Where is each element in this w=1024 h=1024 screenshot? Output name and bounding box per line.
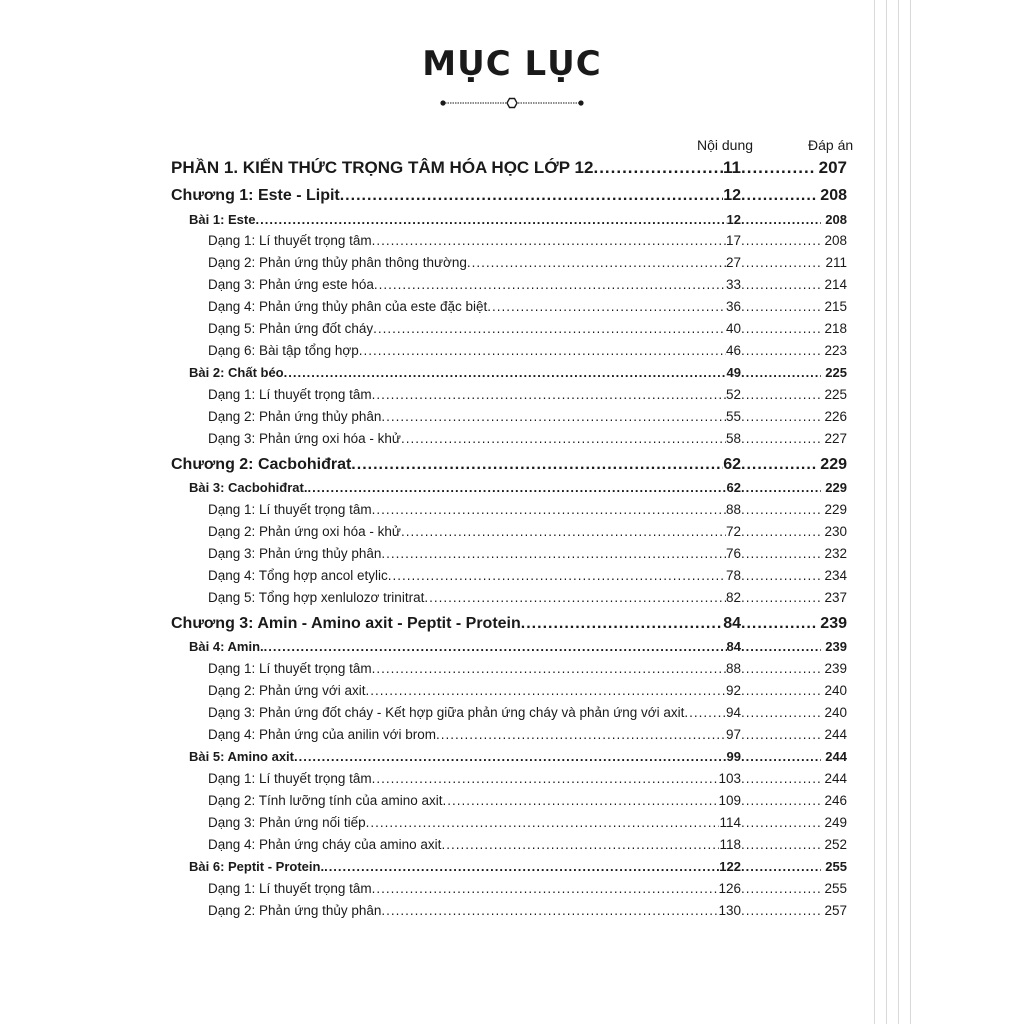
dot-leader: [467, 255, 726, 270]
content-page-number: 88: [725, 502, 741, 517]
toc-type-row: [208, 815, 847, 830]
toc-entry-label: Dạng 3: Phản ứng nối tiếp: [208, 815, 366, 830]
dot-leader: [424, 590, 726, 605]
toc-type-row: [208, 683, 847, 698]
toc-entry-label: Dạng 2: Phản ứng thủy phân: [208, 903, 382, 918]
dot-leader: [372, 233, 726, 248]
content-page-number: 126: [718, 881, 741, 896]
dot-leader: [741, 793, 821, 808]
toc-entry-label: Bài 3: Cacbohiđrat.: [189, 480, 308, 495]
toc-lesson-row: [189, 859, 847, 874]
dot-leader: [741, 590, 821, 605]
toc-type-row: [208, 568, 847, 583]
toc-type-row: [208, 837, 847, 852]
dot-leader: [401, 524, 726, 539]
toc-type-row: [208, 255, 847, 270]
page-title: MỤC LỤC: [422, 44, 602, 84]
answer-page-number: 207: [818, 158, 847, 177]
answer-page-number: 208: [825, 212, 847, 227]
toc-entry-label: Dạng 1: Lí thuyết trọng tâm: [208, 881, 372, 896]
content-page-number: 46: [725, 343, 741, 358]
answer-page-number: 239: [820, 615, 847, 632]
toc-lesson-row: [189, 639, 847, 654]
content-page-number: 92: [725, 683, 741, 698]
toc-lesson-row: [189, 480, 847, 495]
dot-leader: [741, 233, 821, 248]
dot-leader: [324, 859, 719, 874]
dot-leader: [741, 903, 821, 918]
dot-leader: [366, 815, 720, 830]
content-page-number: 72: [725, 524, 741, 539]
dot-leader: [741, 859, 821, 874]
column-header-answer: Đáp án: [808, 137, 854, 153]
toc-type-row: [208, 233, 847, 248]
dot-leader: [741, 837, 821, 852]
answer-page-number: 255: [824, 881, 847, 896]
toc-entry-label: Dạng 4: Phản ứng thủy phân của este đặc biệt: [208, 299, 488, 314]
dot-leader: [741, 158, 815, 178]
toc-entry-label: Dạng 6: Bài tập tổng hợp: [208, 343, 359, 358]
dot-leader: [487, 299, 726, 314]
toc-entry-label: Chương 1: Este - Lipit: [171, 187, 340, 204]
toc-type-row: [208, 771, 847, 786]
toc-lesson-row: [189, 365, 847, 380]
toc-type-row: [208, 727, 847, 742]
toc-entry-label: Bài 5: Amino axit: [189, 749, 294, 764]
answer-page-number: 229: [824, 502, 847, 517]
toc-entry-label: Dạng 2: Phản ứng với axit: [208, 683, 366, 698]
dot-leader: [741, 683, 821, 698]
dot-leader: [741, 255, 821, 270]
toc-chapter-row: [171, 615, 847, 633]
content-page-number: 17: [725, 233, 741, 248]
toc-entry-label: Bài 1: Este: [189, 212, 256, 227]
toc-entry-label: Bài 2: Chất béo: [189, 365, 284, 380]
toc-entry-label: Dạng 4: Phản ứng của anilin với brom: [208, 727, 437, 742]
dot-leader: [381, 546, 726, 561]
answer-page-number: 225: [824, 387, 847, 402]
toc-entry-label: Dạng 3: Phản ứng thủy phân: [208, 546, 382, 561]
content-page-number: 84: [723, 615, 741, 632]
dot-leader: [381, 409, 726, 424]
dot-leader: [372, 387, 726, 402]
toc-entry-label: Dạng 3: Phản ứng đốt cháy - Kết hợp giữa phản ứng cháy và phản ứng với axit: [208, 705, 685, 720]
dot-leader: [264, 639, 727, 654]
toc-entry-label: Dạng 1: Lí thuyết trọng tâm: [208, 661, 372, 676]
toc-type-row: [208, 881, 847, 896]
answer-page-number: 225: [825, 365, 847, 380]
dot-leader: [741, 661, 821, 676]
dot-leader: [741, 615, 817, 633]
toc-entry-label: PHẦN 1. KIẾN THỨC TRỌNG TÂM HÓA HỌC LỚP 12: [171, 158, 594, 177]
dot-leader: [372, 771, 719, 786]
toc-type-row: [208, 524, 847, 539]
toc-type-row: [208, 546, 847, 561]
answer-page-number: 244: [824, 771, 847, 786]
dot-leader: [365, 683, 725, 698]
content-page-number: 84: [726, 639, 741, 654]
dot-leader: [741, 343, 821, 358]
dot-leader: [741, 365, 821, 380]
dot-leader: [741, 524, 821, 539]
toc-entry-label: Bài 6: Peptit - Protein.: [189, 859, 325, 874]
content-page-number: 27: [725, 255, 741, 270]
dot-leader: [436, 727, 726, 742]
content-page-number: 76: [725, 546, 741, 561]
answer-page-number: 257: [824, 903, 847, 918]
dot-leader: [741, 321, 821, 336]
toc-entry-label: Dạng 5: Phản ứng đốt cháy: [208, 321, 374, 336]
dot-leader: [372, 502, 726, 517]
answer-page-number: 218: [824, 321, 847, 336]
dot-leader: [741, 771, 821, 786]
toc-chapter-row: [171, 187, 847, 205]
toc-entry-label: Dạng 2: Phản ứng oxi hóa - khử: [208, 524, 401, 539]
title-divider-ornament: [440, 96, 584, 110]
toc-entry-label: Dạng 1: Lí thuyết trọng tâm: [208, 502, 372, 517]
answer-page-number: 223: [824, 343, 847, 358]
toc-entry-label: Chương 3: Amin - Amino axit - Peptit - Protein: [171, 615, 521, 632]
answer-page-number: 240: [824, 683, 847, 698]
toc-type-row: [208, 903, 847, 918]
dot-leader: [441, 837, 719, 852]
answer-page-number: 249: [824, 815, 847, 830]
dot-leader: [351, 456, 723, 474]
dot-leader: [741, 815, 821, 830]
content-page-number: 118: [719, 837, 741, 852]
column-header-content: Nội dung: [697, 137, 754, 153]
content-page-number: 33: [725, 277, 741, 292]
answer-page-number: 246: [824, 793, 847, 808]
answer-page-number: 229: [825, 480, 847, 495]
dot-leader: [741, 456, 817, 474]
answer-page-number: 237: [824, 590, 847, 605]
content-page-number: 130: [718, 903, 741, 918]
toc-type-row: [208, 590, 847, 605]
toc-type-row: [208, 387, 847, 402]
answer-page-number: 208: [820, 187, 847, 204]
answer-page-number: 215: [824, 299, 847, 314]
dot-leader: [374, 277, 726, 292]
answer-page-number: 234: [824, 568, 847, 583]
toc-entry-label: Dạng 2: Phản ứng thủy phân thông thường: [208, 255, 467, 270]
dot-leader: [741, 639, 821, 654]
dot-leader: [294, 749, 727, 764]
toc-entry-label: Dạng 3: Phản ứng oxi hóa - khử: [208, 431, 401, 446]
content-page-number: 122: [719, 859, 741, 874]
dot-leader: [255, 212, 726, 227]
toc-type-row: [208, 705, 847, 720]
dot-leader: [443, 793, 719, 808]
content-page-number: 49: [726, 365, 741, 380]
toc-type-row: [208, 343, 847, 358]
toc-type-row: [208, 277, 847, 292]
toc-chapter-row: [171, 456, 847, 474]
toc-entry-label: Dạng 1: Lí thuyết trọng tâm: [208, 233, 372, 248]
toc-type-row: [208, 502, 847, 517]
content-page-number: 109: [718, 793, 741, 808]
answer-page-number: 244: [825, 749, 847, 764]
answer-page-number: 232: [824, 546, 847, 561]
content-page-number: 52: [725, 387, 741, 402]
dot-leader: [741, 705, 821, 720]
content-page-number: 55: [725, 409, 741, 424]
answer-page-number: 240: [824, 705, 847, 720]
dot-leader: [741, 409, 821, 424]
answer-page-number: 239: [824, 661, 847, 676]
answer-page-number: 227: [824, 431, 847, 446]
content-page-number: 62: [723, 456, 741, 473]
answer-page-number: 211: [825, 255, 847, 270]
toc-type-row: [208, 793, 847, 808]
answer-page-number: 252: [824, 837, 847, 852]
toc-type-row: [208, 661, 847, 676]
dot-leader: [593, 158, 723, 178]
toc-entry-label: Bài 4: Amin.: [189, 639, 264, 654]
dot-leader: [373, 321, 726, 336]
toc-part-row: [171, 158, 847, 178]
dot-leader: [684, 705, 726, 720]
content-page-number: 82: [725, 590, 741, 605]
toc-entry-label: Dạng 2: Tính lưỡng tính của amino axit: [208, 793, 443, 808]
dot-leader: [372, 881, 719, 896]
dot-leader: [284, 365, 727, 380]
toc-entry-label: Dạng 4: Tổng hợp ancol etylic: [208, 568, 388, 583]
dot-leader: [741, 568, 821, 583]
toc-entry-label: Dạng 5: Tổng hợp xenlulozơ trinitrat: [208, 590, 425, 605]
toc-lesson-row: [189, 212, 847, 227]
dot-leader: [741, 749, 821, 764]
content-page-number: 36: [725, 299, 741, 314]
dot-leader: [372, 661, 726, 676]
content-page-number: 62: [726, 480, 741, 495]
answer-page-number: 229: [820, 456, 847, 473]
dot-leader: [741, 502, 821, 517]
dot-leader: [359, 343, 726, 358]
content-page-number: 40: [725, 321, 741, 336]
page-edge-lines: [864, 0, 1024, 1024]
content-page-number: 11: [723, 158, 741, 177]
toc-entry-label: Dạng 1: Lí thuyết trọng tâm: [208, 771, 372, 786]
toc-type-row: [208, 299, 847, 314]
answer-page-number: 208: [824, 233, 847, 248]
dot-leader: [741, 299, 821, 314]
answer-page-number: 214: [824, 277, 847, 292]
dot-leader: [521, 615, 723, 633]
answer-page-number: 239: [825, 639, 847, 654]
toc-lesson-row: [189, 749, 847, 764]
content-page-number: 103: [718, 771, 741, 786]
answer-page-number: 255: [825, 859, 847, 874]
content-page-number: 58: [725, 431, 741, 446]
toc-entry-label: Dạng 3: Phản ứng este hóa: [208, 277, 374, 292]
content-page-number: 97: [725, 727, 741, 742]
toc-entry-label: Dạng 4: Phản ứng cháy của amino axit: [208, 837, 442, 852]
toc-entry-label: Chương 2: Cacbohiđrat: [171, 456, 352, 473]
content-page-number: 78: [725, 568, 741, 583]
dot-leader: [741, 212, 821, 227]
content-page-number: 114: [719, 815, 741, 830]
content-page-number: 12: [726, 212, 741, 227]
toc-entry-label: Dạng 1: Lí thuyết trọng tâm: [208, 387, 372, 402]
dot-leader: [741, 431, 821, 446]
dot-leader: [741, 387, 821, 402]
dot-leader: [741, 277, 821, 292]
toc-type-row: [208, 409, 847, 424]
content-page-number: 12: [723, 187, 741, 204]
dot-leader: [741, 187, 817, 205]
answer-page-number: 230: [824, 524, 847, 539]
dot-leader: [340, 187, 723, 205]
dot-leader: [741, 480, 821, 495]
dot-leader: [741, 727, 821, 742]
dot-leader: [401, 431, 726, 446]
content-page-number: 88: [725, 661, 741, 676]
dot-leader: [388, 568, 726, 583]
toc-type-row: [208, 431, 847, 446]
content-page-number: 99: [726, 749, 741, 764]
dot-leader: [381, 903, 718, 918]
toc-type-row: [208, 321, 847, 336]
answer-page-number: 226: [824, 409, 847, 424]
toc-entry-label: Dạng 2: Phản ứng thủy phân: [208, 409, 382, 424]
dot-leader: [307, 480, 726, 495]
content-page-number: 94: [725, 705, 741, 720]
dot-leader: [741, 546, 821, 561]
answer-page-number: 244: [824, 727, 847, 742]
dot-leader: [741, 881, 821, 896]
